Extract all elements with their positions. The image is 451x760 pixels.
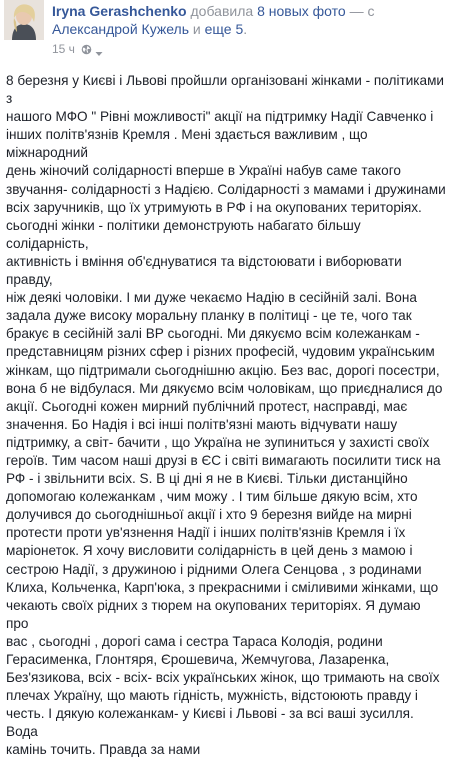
post-action-prefix: добавила (190, 3, 254, 19)
author-name[interactable]: Iryna Gerashchenko (52, 3, 187, 19)
post-action-suffix: — с (349, 3, 375, 19)
tagged-person-link[interactable]: Александрой Кужель (52, 21, 190, 37)
author-avatar[interactable] (4, 0, 44, 40)
chevron-down-icon[interactable] (95, 46, 103, 52)
tagged-end: . (243, 21, 248, 37)
post-header-text (52, 2, 444, 38)
post-meta (52, 42, 103, 56)
post-body-text: 8 березня у Києві і Львові пройшли організовані жінками - політиками з нашого МФО " Рівні можливості" акції на підтримку Надії Савченко і інших політв'язнів Кремля . Мені здається важливим , що міжнародний день жіночий солідарності вперше в Україні набув саме такого звучання- солідарності з Надією. Солідарності з мамами і дружинами всіх заручників, що їх утримують в РФ і на окупованих територіях. сьогодні жінки - політики демонструють набагато більшу солідарність, активність і вміння об'єднуватися та відстоювати і виборювати правду, ніж деякі чоловіки. І ми дуже чекаємо Надію в сесійній залі. Вона задала дуже високу моральну планку в політиці - це те, чого так бракує в сесійній залі ВР сьогодні. Ми дякуємо всім колежанкам - представницям різних сфер і різних професій, чудовим українським жінкам, що підтримали сьогоднішню акцію. Без вас, дорогі посестри, вона б не відбулася. Ми дякуємо всім чоловікам, що приєдналися до акції. Сьогодні кожен мирний публічний протест, насправді, має значення. Бо Надія і всі інші політв'язні мають відчувати нашу підтримку, а світ- бачити , що Україна не зупиниться у захисті своїх героїв. Тим часом наші друзі в ЄС і світі вимагають посилити тиск на РФ - і звільнити всіх. S. В ці дні я не в Києві. Тільки дистанційно допомогаю колежанкам , чим можу . І тим більше дякую всім, хто долучився до сьогоднішньої акції і хто 9 березня вийде на мирні протести проти ув'язнення Надії і інших політв'язнів Кремля і їх маріонеток. Я хочу висловити солідарність в цей день з мамою і сестрою Надії, з дружиною і рідними Олега Сенцова , з родинами Клиха, Кольченка, Карп'юка, з прекрасними і сміливими жінками, що чекають своїх рідних з тюрем на окупованих територіях. Я думаю про вас , сьогодні , дорогі сама і сестра Тараса Колодія, родини Герасименка, Глонтяря, Єрошевича, Жемчугова, Лазаренка, Без'язикова, всіх - всіх- всіх українських жінок, що тримають на своїх плечах Україну, що мають гідність, мужність, відстоюють правду і честь. І дякую колежанкам- у Києві і Львові - за всі ваші зусилля. Вода камінь точить. Правда за нами (6, 73, 446, 758)
photos-link[interactable]: 8 новых фото (257, 3, 346, 19)
tagged-others-link[interactable]: еще 5 (204, 21, 244, 37)
tagged-connector: и (192, 21, 201, 37)
post-timestamp[interactable]: 15 ч (52, 42, 75, 56)
globe-icon[interactable] (81, 44, 92, 55)
post-header (0, 0, 451, 62)
avatar-photo (4, 0, 44, 40)
